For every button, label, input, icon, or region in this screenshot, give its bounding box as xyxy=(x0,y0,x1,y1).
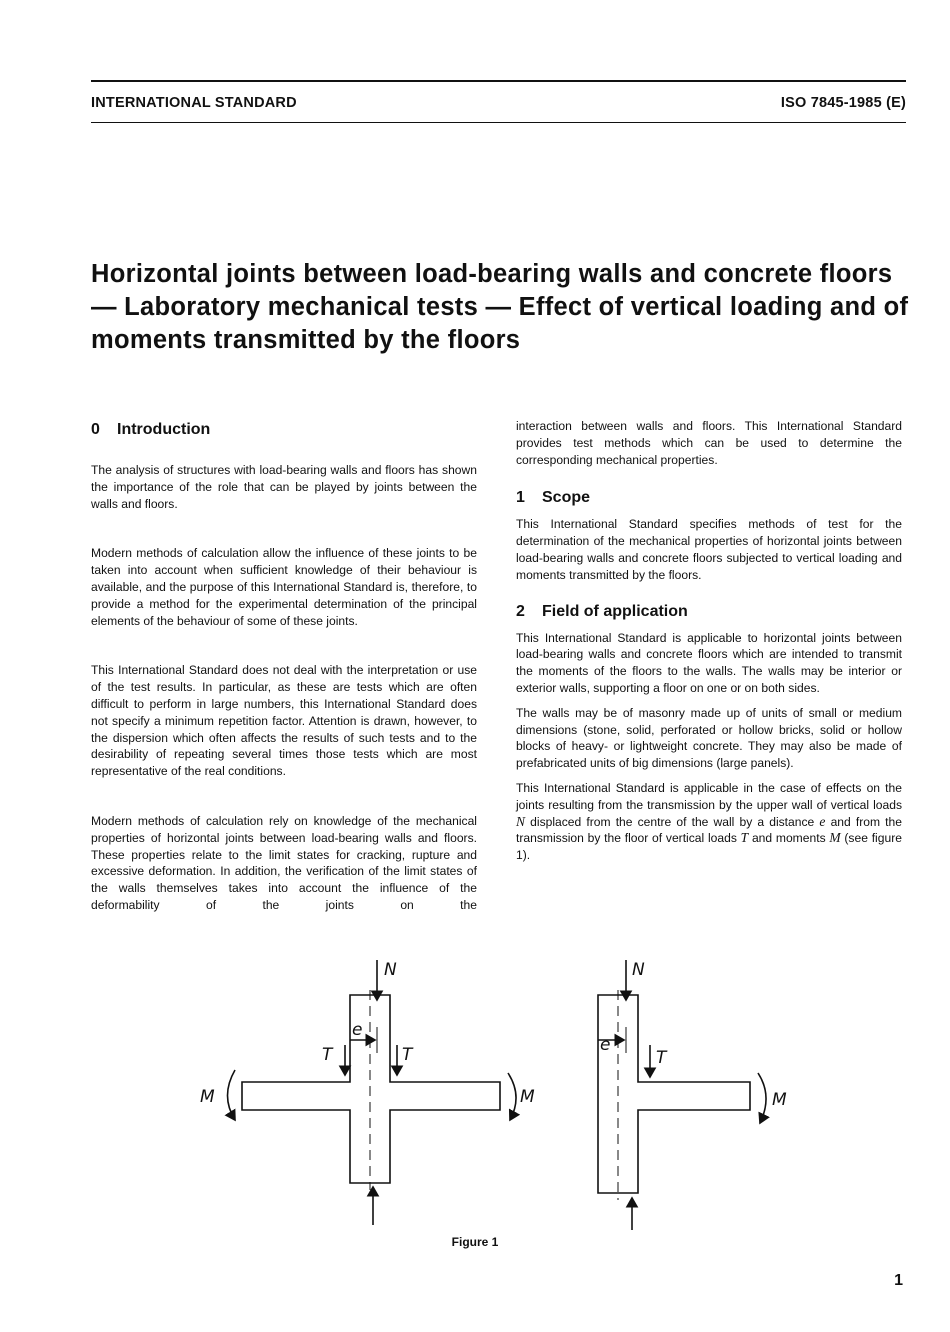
symbol-e: e xyxy=(819,813,826,829)
paragraph: This International Standard is applicable to horizontal joints between load-bearing walls and concrete floors which are intended to transmit the moments of the floors to the walls. The walls may be interior or exterior walls, supporting a floor on one or on both sides. xyxy=(516,630,902,695)
document-type: INTERNATIONAL STANDARD xyxy=(91,95,297,111)
section-number: 1 xyxy=(516,489,525,507)
standard-number: ISO 7845-1985 (E) xyxy=(780,95,906,111)
cross-specimen-outline xyxy=(242,995,500,1183)
left-column xyxy=(91,420,477,947)
label-M-right-fig: M xyxy=(772,1090,787,1110)
label-N: N xyxy=(384,960,397,980)
text-run: and from the transmission by the floor of vertical loads xyxy=(516,814,902,846)
paragraph: The walls may be of masonry made up of units of small or medium dimensions (stone, solid, perforated or hollow bricks, solid or hollow blocks of heavy- or lightweight concrete. They may also be made of prefabricated units of big dimensions (large panels). xyxy=(516,705,902,771)
text-run: This International Standard is applicable in the case of effects on the joints resulting from the transmission by the upper wall of vertical loads xyxy=(516,780,902,812)
moment-M-left-arc xyxy=(228,1070,236,1120)
text-run: displaced from the centre of the wall by a distance xyxy=(530,814,815,829)
paragraph-continuation: interaction between walls and floors. This International Standard provides test methods which can be used to determine the corresponding mechanical properties. xyxy=(516,419,902,467)
section-title: Scope xyxy=(542,489,591,507)
symbol-M: M xyxy=(829,830,841,846)
paragraph: This International Standard does not deal with the interpretation or use of the test results. In particular, as these are tests which are often difficult to perform in large numbers, this International Standard does not specify a minimum repetition factor. Attention is drawn, however, to the dispersion which often affects the results of such tests and to the desirability of repeating several times those tests which are most representative of the real conditions. xyxy=(91,663,477,779)
symbol-N: N xyxy=(516,813,526,829)
symbol-T: T xyxy=(740,830,749,846)
section-number: 0 xyxy=(91,421,100,438)
section-heading-field-of-application xyxy=(516,602,902,622)
figure-1-diagram xyxy=(180,955,820,1235)
section-title: Introduction xyxy=(117,421,211,438)
label-T-right-fig: T xyxy=(656,1048,667,1068)
paragraph: This International Standard specifies methods of test for the determination of the mechanical properties of horizontal joints between load-bearing walls and concrete floors subjected to vertical loading and moments transmitted by the floors. xyxy=(516,517,902,582)
page-number: 1 xyxy=(894,1272,903,1289)
label-M-left: M xyxy=(200,1087,215,1107)
paragraph: Modern methods of calculation rely on knowledge of the mechanical properties of horizontal joints between load-bearing walls and floors. These properties relate to the limit states for cracking, rupture and excessive deformation. In addition, the verification of the limit states of the walls themselves takes into account the influence of the deformability of the joints on the xyxy=(91,813,477,912)
figure-caption: Figure 1 xyxy=(451,1235,499,1249)
moment-M-right-arc xyxy=(508,1073,516,1120)
paragraph xyxy=(516,780,902,864)
t-specimen-outline xyxy=(598,995,750,1193)
label-e: e xyxy=(352,1020,363,1040)
label-e-right: e xyxy=(600,1035,611,1055)
section-number: 2 xyxy=(516,602,525,620)
text-run: (see figure 1). xyxy=(516,831,902,863)
header-rule-bottom xyxy=(91,122,906,123)
label-T-left: T xyxy=(322,1045,333,1065)
document-title: Horizontal joints between load-bearing walls and concrete floors — Laboratory mechanical tests — Effect of vertical loading and of moments transmitted by the floors xyxy=(91,260,909,354)
section-title: Field of application xyxy=(542,602,688,620)
label-M-right: M xyxy=(520,1087,535,1107)
right-column xyxy=(516,418,902,872)
text-run: and moments xyxy=(751,831,826,846)
section-heading-introduction xyxy=(91,420,477,440)
paragraph: Modern methods of calculation allow the influence of these joints to be taken into account when sufficient knowledge of their behaviour is available, and the purpose of this International Standard is, therefore, to provide a method for the experimental determination of the principal elements of the behaviour of some of these joints. xyxy=(91,546,477,628)
header-rule-top xyxy=(91,80,906,82)
moment-M-arc-right xyxy=(758,1073,766,1123)
paragraph: The analysis of structures with load-bearing walls and floors has shown the importance of the role that can be played by joints between the walls and floors. xyxy=(91,463,477,511)
label-N-right: N xyxy=(632,960,645,980)
label-T-right: T xyxy=(402,1045,413,1065)
section-heading-scope xyxy=(516,488,902,508)
